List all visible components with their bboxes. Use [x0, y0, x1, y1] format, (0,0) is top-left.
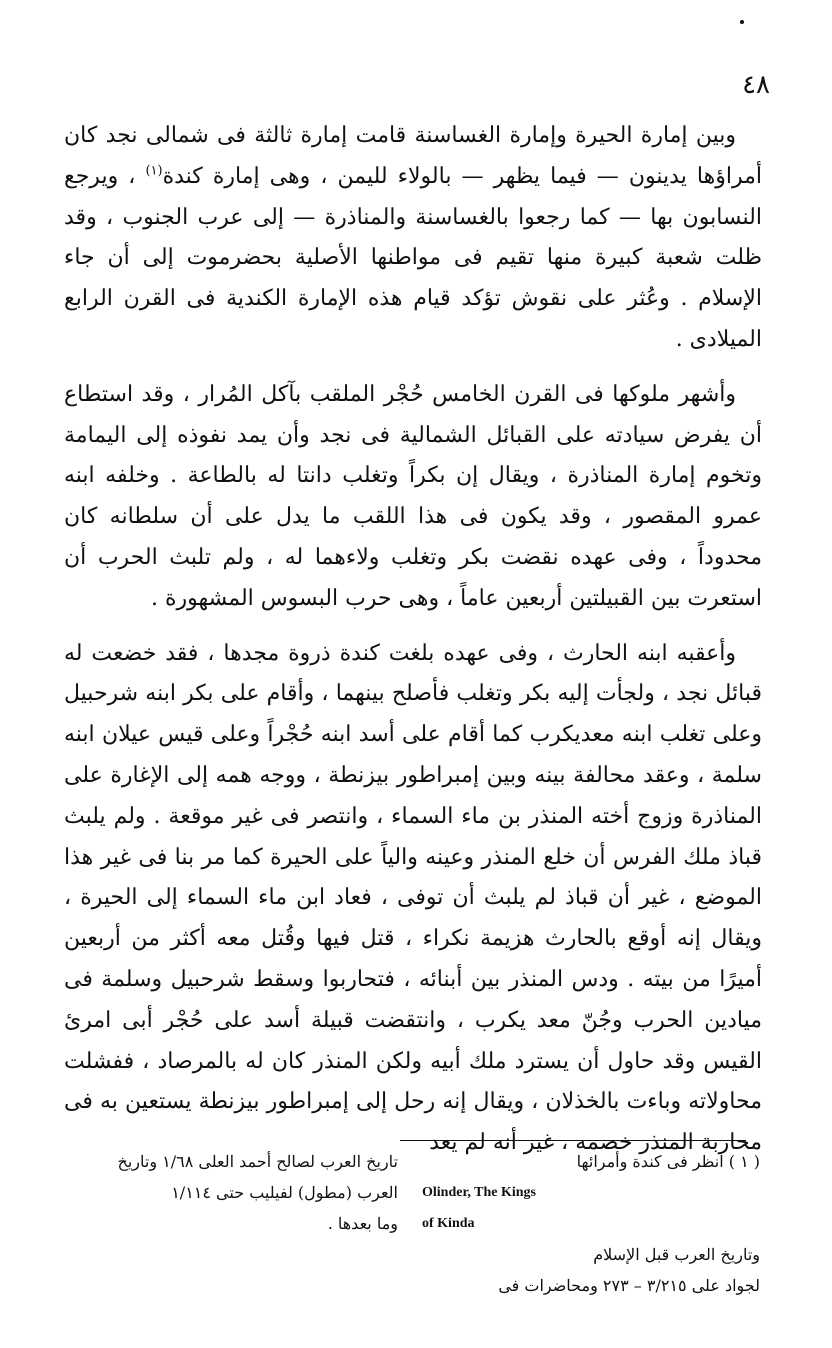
footnote-line-2: [422, 1208, 760, 1270]
footnote-marker[interactable]: (١): [145, 163, 163, 179]
footnote-right-column: [422, 1146, 760, 1301]
footnote-left-column: [60, 1146, 398, 1301]
footnote-line-6: وما بعدها .: [327, 1214, 398, 1233]
paragraph-3: وأعقبه ابنه الحارث ، وفى عهده بلغت كندة ذروة مجدها ، فقد خضعت له قبائل نجد ، ولجأت إليه بكر وتغلب فأصلح بينهما ، وأقام على بكر ابنه شرحبيل وعلى تغلب ابنه معديكرب كما أقام على أسد ابنه حُجْراً وعلى قيس عيلان ابنه سلمة ، وعقد محالفة بينه وبين إمبراطور بيزنطة ، ووجه همه إلى الإغارة على المناذرة وزوج أخته المنذر بن ماء السماء ، وانتصر فى غير موقعة . ولم يلبث قباذ ملك الفرس أن خلع المنذر وعينه والياً على الحيرة كما مر بنا فى غير هذا الموضع ، غير أن قباذ لم يلبث أن توفى ، فعاد ابن ماء السماء إلى الحيرة ، ويقال إنه أوقع بالحارث هزيمة نكراء ، قتل فيها وقُتل معه أكثر من أربعين أميرًا من بيته . ودس المنذر بين أبنائه ، فتحاربوا وسقط شرحبيل وسلمة فى ميادين الحرب وجُنّ معد يكرب ، وانتقضت قبيلة أسد على حُجْر أبى امرئ القيس وقد حاول أن يسترد ملك أبيه ولكن المنذر كان له بالمرصاد ، ففشلت محاولاته وباءت بالخذلان ، ويقال إنه رحل إلى إمبراطور بيزنطة يستعين به فى محاربة المنذر خصمه ، غير أنه لم يعد: [64, 640, 762, 1156]
paragraph-1: [64, 116, 762, 361]
footnote-line-4: تاريخ العرب لصالح أحمد العلى ١/٦٨ وتاريخ: [117, 1152, 398, 1171]
paragraph-1-line-1: وبين إمارة الحيرة وإمارة الغساسنة قامت إمارة ثالثة فى شمالى نجد كان أمراؤها: [64, 123, 762, 189]
footnote-line-1: [422, 1146, 760, 1208]
footnote-line-3: لجواد على ٣/٢١٥ – ٢٧٣ ومحاضرات فى: [498, 1276, 760, 1295]
footnote-line-2-en: of Kinda: [422, 1216, 475, 1231]
footnotes: [60, 1146, 760, 1301]
footnote-line-2-ar: وتاريخ العرب قبل الإسلام: [593, 1245, 760, 1264]
page-speck: [740, 20, 744, 24]
page-number: ٤٨: [742, 70, 770, 100]
footnote-line-1-ar: ( ١ ) انظر فى كندة وأمرائها: [576, 1152, 760, 1171]
paragraph-1-line-5: قيام هذه الإمارة الكندية فى القرن الرابع الميلادى .: [64, 286, 762, 352]
paragraph-1-line-3: ، ويرجع النسابون بها — كما رجعوا بالغساسنة والمناذرة — إلى عرب الجنوب ، وقد ظلت شعبة كبيرة منها: [64, 163, 762, 271]
body-text: [64, 116, 762, 1178]
paragraph-1-line-2: يدينون — فيما يظهر — بالولاء لليمن ، وهى إمارة كندة: [162, 163, 687, 189]
paragraph-2: وأشهر ملوكها فى القرن الخامس حُجْر الملقب بآكل المُرار ، وقد استطاع أن يفرض سيادته على القبائل الشمالية فى نجد وأن يمد نفوذه إلى اليمامة وتخوم إمارة المناذرة ، ويقال إن بكراً وتغلب دانتا له بالطاعة . وخلفه ابنه عمرو المقصور ، وقد يكون فى هذا اللقب ما يدل على أن سلطانه كان محدوداً ، وفى عهده نقضت بكر وتغلب ولاءهما له ، ولم تلبث الحرب أن استعرت بين القبيلتين أربعين عاماً ، وهى حرب البسوس المشهورة .: [64, 381, 762, 611]
footnote-line-1-en: Olinder, The Kings: [422, 1185, 536, 1200]
footnote-divider: [400, 1140, 746, 1141]
footnote-line-5: العرب (مطول) لفيليب حتى ١/١١٤: [171, 1183, 398, 1202]
paragraph-1-line-4: تقيم فى مواطنها الأصلية بحضرموت إلى أن جاء الإسلام . وعُثر على نقوش تؤكد: [64, 245, 762, 312]
